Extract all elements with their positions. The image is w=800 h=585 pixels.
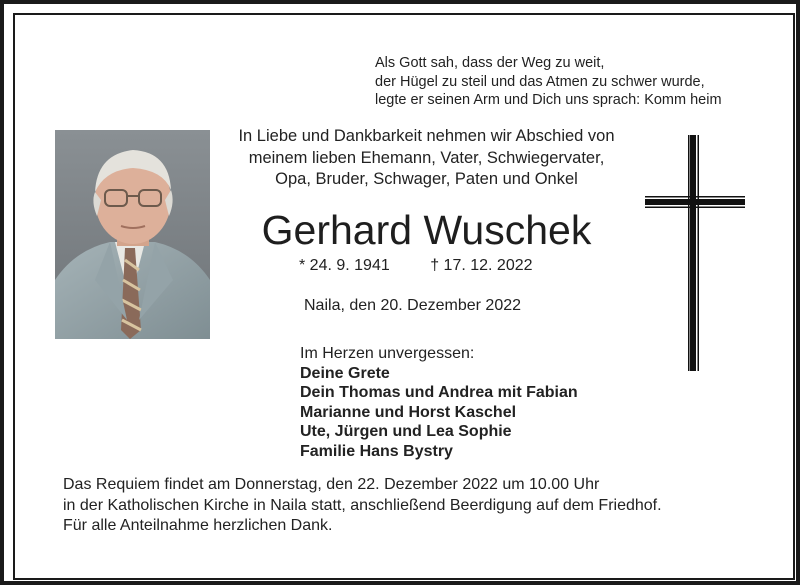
place-date: Naila, den 20. Dezember 2022	[304, 297, 522, 314]
intro-line: In Liebe und Dankbarkeit nehmen wir Abschied von	[238, 127, 615, 145]
mourners-list	[300, 344, 578, 461]
mourners-intro: Im Herzen unvergessen:	[300, 345, 475, 362]
poem	[375, 54, 722, 110]
mourner-name: Dein Thomas und Andrea mit Fabian	[300, 384, 578, 401]
life-dates	[299, 256, 533, 276]
service-line: Das Requiem findet am Donnerstag, den 22. Dezember 2022 um 10.00 Uhr	[63, 476, 600, 493]
service-line: Für alle Anteilnahme herzlichen Dank.	[63, 517, 333, 534]
poem-line: legte er seinen Arm und Dich uns sprach: Komm heim	[375, 92, 722, 108]
portrait-photo	[55, 130, 210, 339]
intro-line: meinem lieben Ehemann, Vater, Schwiegervater,	[248, 148, 605, 167]
mourner-name: Deine Grete	[300, 364, 390, 382]
poem-line: Als Gott sah, dass der Weg zu weit,	[375, 55, 605, 71]
portrait-illustration	[55, 130, 210, 339]
cross-icon	[645, 135, 745, 371]
intro-line: Opa, Bruder, Schwager, Paten und Onkel	[275, 170, 578, 188]
mourner-name: Marianne und Horst Kaschel	[300, 403, 517, 421]
service-info	[63, 475, 662, 537]
poem-line: der Hügel zu steil und das Atmen zu schwer wurde,	[375, 73, 705, 90]
mourner-name: Familie Hans Bystry	[300, 442, 453, 460]
birth-date: * 24. 9. 1941	[299, 257, 390, 274]
death-date: † 17. 12. 2022	[430, 257, 533, 274]
deceased-name: Gerhard Wuschek	[261, 207, 592, 253]
service-line: in der Katholischen Kirche in Naila statt, anschließend Beerdigung auf dem Friedhof.	[63, 496, 662, 514]
intro-text	[214, 126, 639, 191]
mourner-name: Ute, Jürgen und Lea Sophie	[300, 423, 512, 440]
